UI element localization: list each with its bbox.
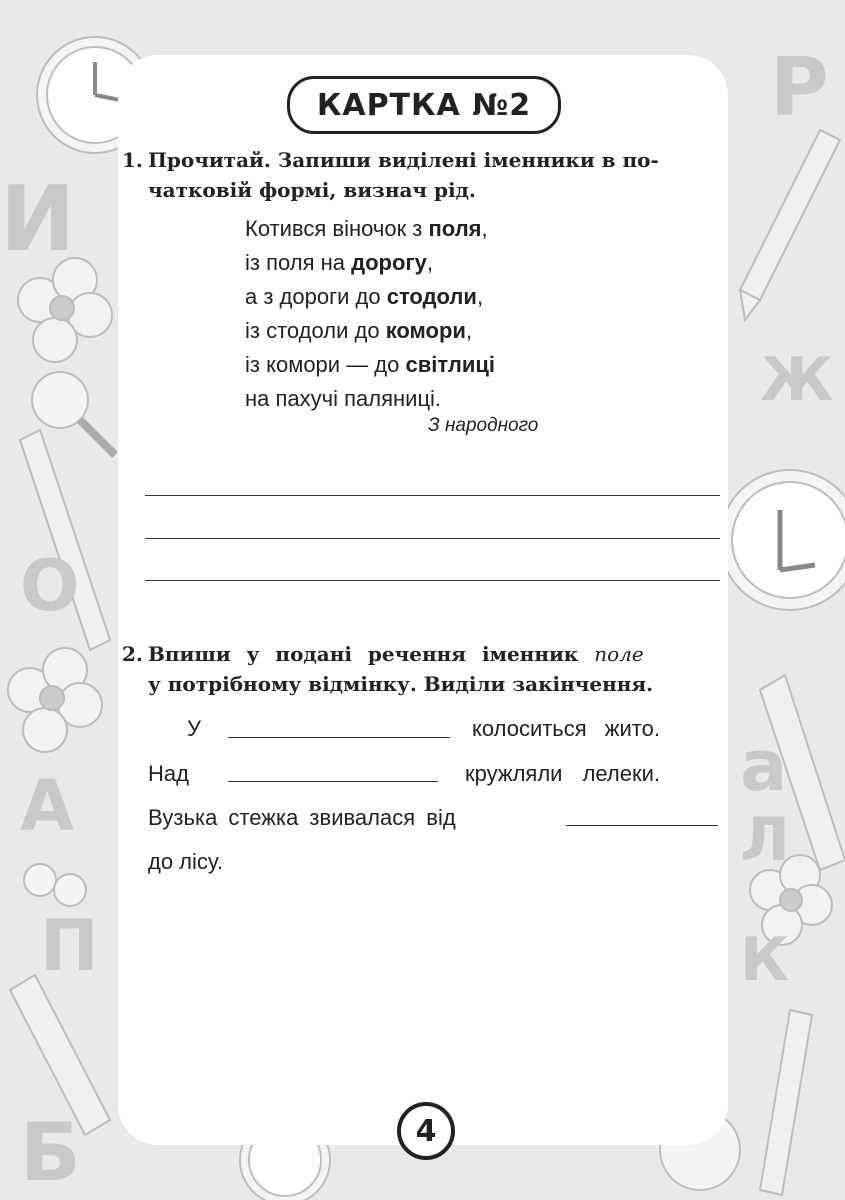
sentence-start: У bbox=[187, 716, 201, 741]
letter-decoration: а bbox=[740, 725, 788, 807]
letter-decoration: И bbox=[0, 167, 76, 272]
letter-decoration: Ж bbox=[760, 345, 834, 415]
sentence-end: до лісу. bbox=[148, 849, 223, 874]
letter-decoration: П bbox=[40, 905, 99, 987]
poem bbox=[245, 212, 495, 416]
fill-blank[interactable] bbox=[566, 825, 718, 826]
clock-icon bbox=[720, 470, 845, 610]
instruction-line: у потрібному відмінку. Виділи закінчення. bbox=[148, 672, 654, 696]
poem-line: на пахучі паляниці. bbox=[245, 386, 442, 411]
sentence-end: колоситься жито. bbox=[472, 716, 660, 741]
task-2-instruction bbox=[122, 642, 722, 702]
letter-decoration: Б bbox=[20, 1106, 81, 1199]
letter-decoration: О bbox=[20, 545, 80, 627]
poem-line: Котився віночок з поля, bbox=[245, 216, 488, 241]
poem-line: із стодоли до комори, bbox=[245, 318, 473, 343]
poem-line: а з дороги до стодоли, bbox=[245, 284, 484, 309]
letter-decoration: Р bbox=[770, 41, 829, 134]
sentence-end: кружляли лелеки. bbox=[465, 761, 661, 786]
target-word: поле bbox=[594, 642, 644, 666]
instruction-line: чатковій формі, визнач рід. bbox=[148, 178, 476, 202]
highlighted-noun: дорогу bbox=[351, 250, 427, 275]
answer-line[interactable] bbox=[145, 580, 720, 581]
instruction-line: Прочитай. Запиши виділені іменники в по- bbox=[148, 148, 659, 172]
answer-line[interactable] bbox=[145, 538, 720, 539]
letter-decoration: А bbox=[20, 765, 75, 847]
sentence-start: Над bbox=[148, 761, 189, 786]
task-number: 1. bbox=[122, 148, 143, 172]
fill-blank[interactable] bbox=[228, 737, 450, 738]
task-1-instruction bbox=[122, 148, 722, 208]
poem-source: З народного bbox=[428, 415, 539, 436]
highlighted-noun: поля bbox=[428, 216, 482, 241]
fill-blank[interactable] bbox=[228, 781, 438, 782]
task-number: 2. bbox=[122, 642, 143, 666]
letter-decoration: К bbox=[740, 925, 790, 995]
highlighted-noun: комори bbox=[385, 318, 466, 343]
page-number: 4 bbox=[397, 1102, 455, 1160]
instruction-line: Впиши у подані речення іменник поле bbox=[148, 642, 644, 666]
card-title: КАРТКА №2 bbox=[287, 76, 561, 134]
poem-line: із комори — до світлиці bbox=[245, 352, 495, 377]
letter-decoration: Л bbox=[740, 805, 790, 875]
highlighted-noun: стодоли bbox=[386, 284, 477, 309]
answer-line[interactable] bbox=[145, 495, 720, 496]
highlighted-noun: світлиці bbox=[405, 352, 495, 377]
poem-line: із поля на дорогу, bbox=[245, 250, 433, 275]
sentence-start: Вузька стежка звивалася від bbox=[148, 805, 456, 830]
